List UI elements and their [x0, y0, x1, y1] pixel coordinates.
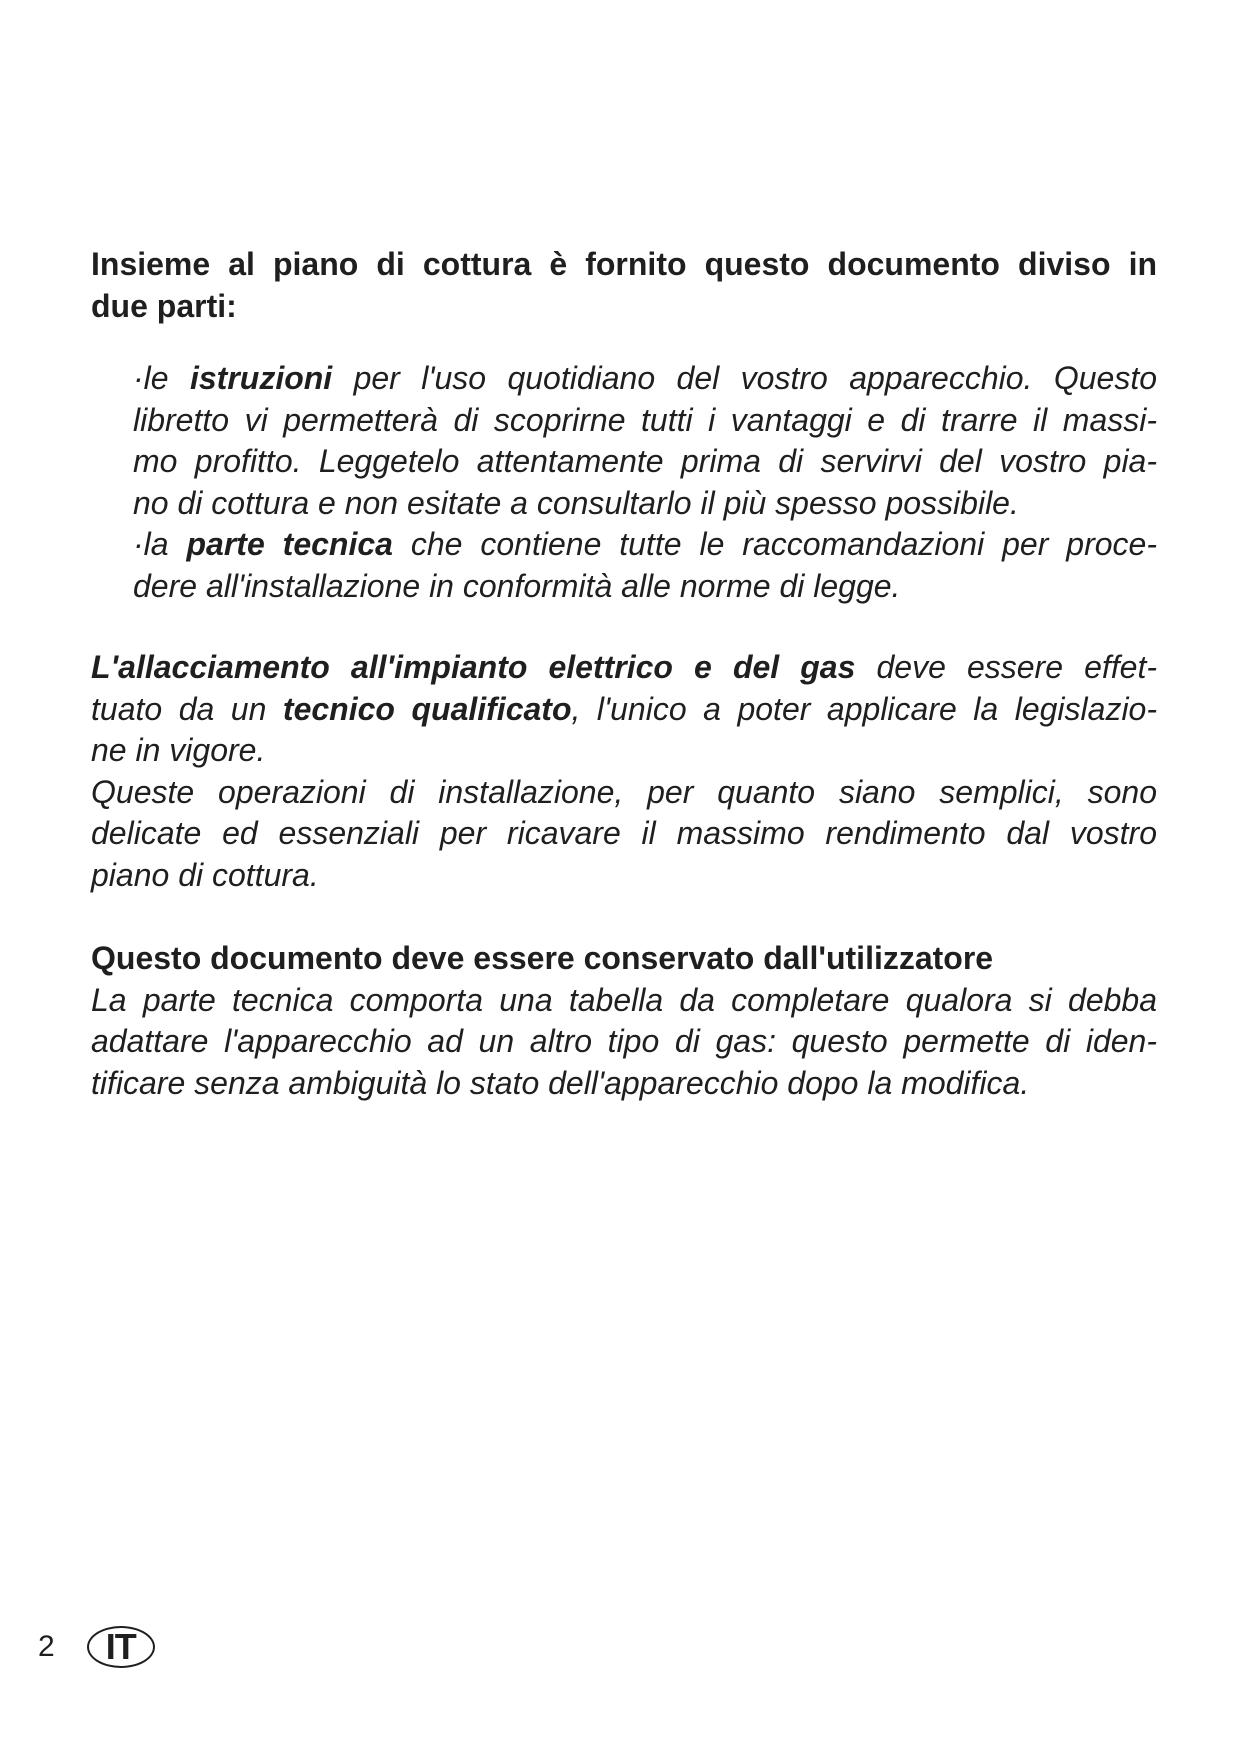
connection-line: Queste operazioni di installazione, per quanto siano semplici, sono: [91, 773, 1157, 810]
conserve-line: adattare l'apparecchio ad un altro tipo di gas: questo permette di iden-: [91, 1023, 1157, 1059]
bullet-prefix: ·le: [133, 360, 190, 396]
intro-heading-line: Insieme al piano di cottura è fornito questo documento diviso in: [91, 246, 1157, 282]
conserve-line: La parte tecnica comporta una tabella da completare qualora si debba: [91, 981, 1157, 1018]
connection-line: delicate ed essenziali per ricavare il massimo rendimento dal vostro: [91, 815, 1157, 851]
bullet-list: [133, 358, 1157, 607]
bullet-line: [133, 358, 1157, 400]
page-number: 2: [38, 1630, 55, 1663]
connection-text: deve essere effet-: [855, 649, 1158, 685]
connection-paragraph: [91, 647, 1157, 896]
conserve-line: tificare senza ambiguità lo stato dell'apparecchio dopo la modifica.: [91, 1064, 1030, 1101]
bullet-item-parte-tecnica: [133, 524, 1157, 607]
page-footer: [38, 1626, 155, 1668]
connection-emphasis: tecnico qualificato: [282, 690, 572, 727]
bullet-line: libretto vi permetterà di scoprirne tutti i vantaggi e di trarre il massi-: [133, 401, 1157, 438]
bullet-text: che contiene tutte le raccomandazioni per proce-: [392, 526, 1157, 562]
conserve-section: [91, 938, 1157, 1104]
bullet-keyword: parte tecnica: [186, 526, 393, 562]
bullet-line: mo profitto. Leggetelo attentamente prima di servirvi del vostro pia-: [133, 443, 1157, 479]
connection-text: , l'unico a poter applicare la legislazio-: [571, 690, 1158, 727]
page-content: [91, 244, 1157, 1104]
connection-line: [91, 647, 1157, 689]
intro-heading: [91, 244, 1157, 327]
bullet-item-istruzioni: [133, 358, 1157, 524]
bullet-line: [133, 524, 1157, 566]
connection-line: ne in vigore.: [91, 732, 266, 768]
bullet-keyword: istruzioni: [189, 360, 333, 396]
bullet-text: per l'uso quotidiano del vostro apparecchio. Questo: [332, 360, 1158, 396]
connection-line: piano di cottura.: [91, 856, 319, 893]
bullet-line: no di cottura e non esitate a consultarlo il più spesso possibile.: [133, 484, 1019, 521]
connection-line: [91, 689, 1157, 731]
conserve-heading: Questo documento deve essere conservato dall'utilizzatore: [91, 940, 994, 976]
connection-text: tuato da un: [91, 690, 283, 727]
language-badge: IT: [87, 1626, 155, 1668]
intro-heading-line: due parti:: [91, 287, 237, 324]
connection-emphasis: L'allacciamento all'impianto elettrico e del gas: [91, 649, 856, 685]
bullet-prefix: ·la: [133, 526, 187, 562]
bullet-line: dere all'installazione in conformità alle norme di legge.: [133, 567, 901, 604]
